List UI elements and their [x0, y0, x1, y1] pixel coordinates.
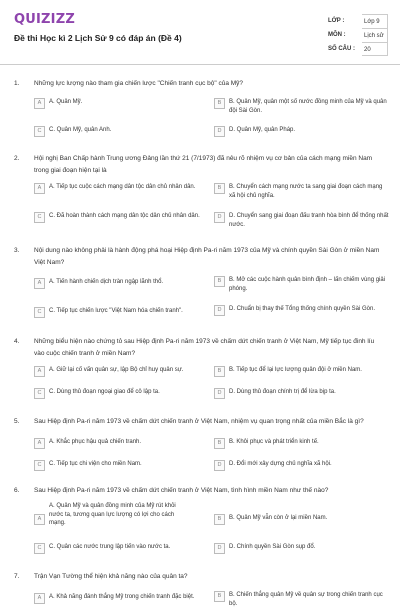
option-letter-box: A	[34, 438, 45, 449]
option-letter-box: A	[34, 98, 45, 109]
exam-title: Đề thi Học kì 2 Lịch Sử 9 có đáp án (Đề 4)	[14, 33, 182, 43]
option-letter-box: A	[34, 278, 45, 289]
question-number: 7.	[14, 573, 20, 580]
option-letter-box: D	[214, 543, 225, 554]
question-text: Sau Hiệp định Pa-ri năm 1973 về chấm dứt chiến tranh ở Việt Nam, nhiệm vụ quan trọng nhất của miền Bắc là gì?	[34, 418, 364, 425]
question-text: Sau Hiệp định Pa-ri năm 1973 về chấm dứt chiến tranh ở Việt Nam, tình hình miền Nam như thế nào?	[34, 487, 329, 494]
option-letter-box: A	[34, 183, 45, 194]
option-text: B. Mở các cuộc hành quân bình định – lấn chiếm vùng giải phóng.	[229, 277, 386, 292]
option-letter-box: C	[34, 460, 45, 471]
option-text: B. Quân Mỹ vẫn còn ở lại miền Nam.	[229, 515, 328, 521]
option-letter-box: A	[34, 514, 45, 525]
option-text: C. Dùng thủ đoạn ngoại giao để cô lập ta.	[49, 389, 160, 395]
count-label: SỐ CÂU :	[328, 46, 355, 52]
option-text: D. Quân Mỹ, quân Pháp.	[229, 127, 296, 133]
class-label: LỚP :	[328, 18, 345, 24]
option-text: B. Chiến thắng quân Mỹ về quân sự trong chiến tranh cục bộ.	[229, 592, 383, 607]
option-text: C. Tiếp tục chiến lược "Việt Nam hóa chiến tranh".	[49, 308, 183, 314]
option-letter-box: D	[214, 388, 225, 399]
option-letter-box: B	[214, 514, 225, 525]
question-text: Những biểu hiện nào chứng tỏ sau Hiệp định Pa-ri năm 1973 về chấm dứt chiến tranh ở Việt Nam, Mỹ tiếp tục đinh líu vào cuộc chiến tranh ở miền Nam?	[34, 338, 375, 357]
question-number: 2.	[14, 155, 20, 162]
option-text: D. Dùng thủ đoạn chính trị để lừa bịp ta.	[229, 389, 336, 395]
question-text: Trận Vạn Tường thể hiện khả năng nào của quân ta?	[34, 573, 188, 580]
option-letter-box: D	[214, 305, 225, 316]
exam-header	[0, 0, 400, 65]
option-letter-box: B	[214, 183, 225, 194]
option-letter-box: C	[34, 388, 45, 399]
option-letter-box: D	[214, 460, 225, 471]
quizizz-logo: QUIZIZZ	[14, 12, 75, 27]
option-text: B. Tiếp tục để lại lực lượng quân đội ở miền Nam.	[229, 367, 362, 373]
option-text: A. Khả năng đánh thắng Mỹ trong chiến tranh đặc biệt.	[49, 594, 195, 600]
option-text: A. Giữ lại cố vấn quân sự, lập Bộ chỉ huy quân sự.	[49, 367, 184, 373]
option-letter-box: B	[214, 98, 225, 109]
question-number: 5.	[14, 418, 20, 425]
option-letter-box: C	[34, 543, 45, 554]
option-text: D. Chuyển sang giai đoạn đấu tranh hòa bình để thống nhất nước.	[229, 213, 389, 228]
option-text: D. Chuẩn bị thay thế Tổng thống chính quyền Sài Gòn.	[229, 306, 375, 312]
option-letter-box: B	[214, 438, 225, 449]
option-text: B. Quân Mỹ, quân một số nước đồng minh của Mỹ và quân đội Sài Gòn.	[229, 99, 387, 114]
option-letter-box: D	[214, 212, 225, 223]
option-letter-box: C	[34, 126, 45, 137]
option-text: B. Chuyển cách mạng nước ta sang giai đoạn cách mạng xã hội chủ nghĩa.	[229, 184, 383, 199]
option-letter-box: C	[34, 307, 45, 318]
option-text: C. Tiếp tục chi viện cho miền Nam.	[49, 461, 142, 467]
question-number: 3.	[14, 247, 20, 254]
option-text: D. Đổi mới xây dựng chủ nghĩa xã hội.	[229, 461, 332, 467]
question-text: Những lực lượng nào tham gia chiến lược "Chiến tranh cục bộ" của Mỹ?	[34, 80, 244, 87]
option-letter-box: B	[214, 591, 225, 602]
option-text: A. Tiếp tục cuộc cách mạng dân tộc dân chủ nhân dân.	[49, 184, 196, 190]
option-text: A. Quân Mỹ và quân đồng minh của Mỹ rút khỏi nước ta, tương quan lực lượng có lợi cho cách mạng.	[49, 503, 176, 526]
option-letter-box: B	[214, 366, 225, 377]
question-text: Hội nghị Ban Chấp hành Trung ương Đảng lần thứ 21 (7/1973) đã nêu rõ nhiệm vụ cơ bản của cách mạng miền Nam trong giai đoạn hiện tại là	[34, 155, 373, 174]
option-text: A. Khắc phục hậu quả chiến tranh.	[49, 439, 142, 445]
class-value: Lớp 9	[362, 14, 388, 28]
option-letter-box: B	[214, 276, 225, 287]
question-number: 4.	[14, 338, 20, 345]
option-text: D. Chính quyền Sài Gòn sụp đổ.	[229, 544, 316, 550]
option-text: C. Đã hoàn thành cách mạng dân tộc dân chủ nhân dân.	[49, 213, 200, 219]
option-text: A. Quân Mỹ.	[49, 99, 83, 105]
option-letter-box: A	[34, 366, 45, 377]
question-number: 1.	[14, 80, 20, 87]
option-text: C. Quân Mỹ, quân Anh.	[49, 127, 112, 133]
question-number: 6.	[14, 487, 20, 494]
option-letter-box: D	[214, 126, 225, 137]
option-text: C. Quân các nước trung lập tiến vào nước ta.	[49, 544, 171, 550]
option-text: B. Khôi phục và phát triển kinh tế.	[229, 439, 319, 445]
option-letter-box: A	[34, 593, 45, 604]
option-text: A. Tiến hành chiến dịch tràn ngập lãnh thổ.	[49, 279, 164, 285]
option-letter-box: C	[34, 212, 45, 223]
subject-value: Lịch sử	[362, 28, 388, 42]
count-value: 20	[362, 42, 388, 56]
subject-label: MÔN :	[328, 32, 346, 38]
question-text: Nội dung nào không phải là hành động phá hoại Hiệp định Pa-ri năm 1973 của Mỹ và chính quyền Sài Gòn ở miền Nam Việt Nam?	[34, 247, 380, 266]
